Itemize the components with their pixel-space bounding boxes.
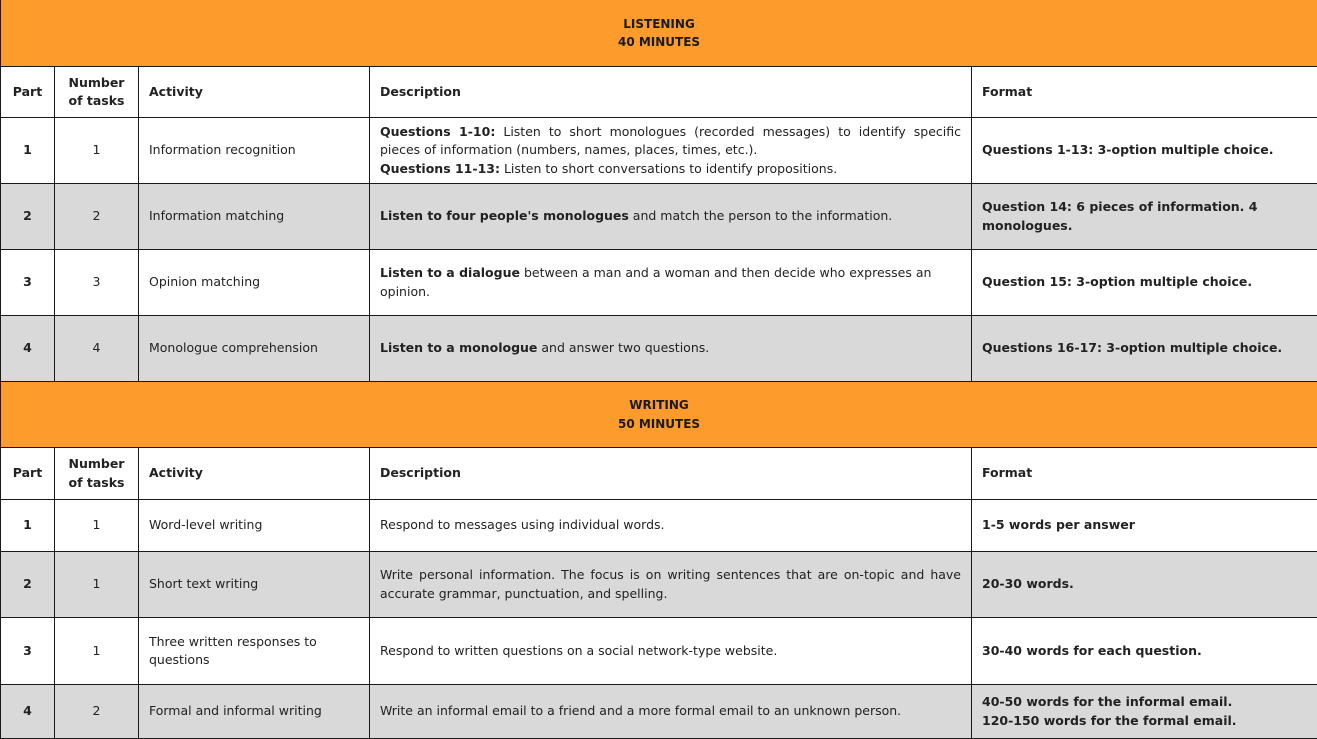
header-part: Part — [1, 448, 55, 500]
section-title: LISTENING — [11, 15, 1307, 34]
header-description: Description — [370, 67, 972, 118]
part-number: 3 — [1, 250, 55, 316]
task-count: 2 — [55, 184, 139, 250]
column-header-row — [1, 448, 1317, 500]
activity-name: Information matching — [139, 184, 370, 250]
activity-description: Listen to a monologue and answer two questions. — [370, 316, 972, 382]
activity-description: Write personal information. The focus is on writing sentences that are on-topic and have accurate grammar, punctuation, and spelling. — [370, 552, 972, 618]
task-count: 1 — [55, 118, 139, 184]
activity-description: Listen to a dialogue between a man and a woman and then decide who expresses an opinion. — [370, 250, 972, 316]
format-text: 1-5 words per answer — [972, 500, 1317, 552]
table-row — [1, 184, 1317, 250]
activity-name: Monologue comprehension — [139, 316, 370, 382]
section-title: WRITING — [11, 396, 1307, 415]
format-text: Questions 16-17: 3-option multiple choice. — [972, 316, 1317, 382]
activity-name: Word-level writing — [139, 500, 370, 552]
activity-description: Respond to messages using individual words. — [370, 500, 972, 552]
activity-name: Information recognition — [139, 118, 370, 184]
table-row — [1, 250, 1317, 316]
activity-description: Questions 1-10: Listen to short monologues (recorded messages) to identify specific pieces of information (numbers, names, places, times, etc.). Questions 11-13: Listen to short conversations to identify propositions. — [370, 118, 972, 184]
column-header-row — [1, 67, 1317, 118]
task-count: 1 — [55, 618, 139, 685]
table-row — [1, 316, 1317, 382]
activity-description: Listen to four people's monologues and match the person to the information. — [370, 184, 972, 250]
header-activity: Activity — [139, 67, 370, 118]
format-text: 40-50 words for the informal email. 120-150 words for the formal email. — [972, 685, 1317, 739]
header-format: Format — [972, 67, 1317, 118]
header-format: Format — [972, 448, 1317, 500]
section-header-writing — [1, 382, 1317, 448]
activity-name: Three written responses to questions — [139, 618, 370, 685]
table-row — [1, 500, 1317, 552]
part-number: 3 — [1, 618, 55, 685]
part-number: 4 — [1, 316, 55, 382]
part-number: 2 — [1, 184, 55, 250]
table-row — [1, 118, 1317, 184]
activity-name: Formal and informal writing — [139, 685, 370, 739]
task-count: 3 — [55, 250, 139, 316]
table-row — [1, 618, 1317, 685]
activity-description: Write an informal email to a friend and a more formal email to an unknown person. — [370, 685, 972, 739]
task-count: 2 — [55, 685, 139, 739]
task-count: 4 — [55, 316, 139, 382]
format-text: 20-30 words. — [972, 552, 1317, 618]
header-number-of-tasks: Number of tasks — [55, 67, 139, 118]
format-text: Questions 1-13: 3-option multiple choice. — [972, 118, 1317, 184]
section-duration: 40 MINUTES — [11, 33, 1307, 52]
part-number: 4 — [1, 685, 55, 739]
activity-name: Opinion matching — [139, 250, 370, 316]
table-row — [1, 552, 1317, 618]
header-description: Description — [370, 448, 972, 500]
section-header-listening — [1, 0, 1317, 67]
header-number-of-tasks: Number of tasks — [55, 448, 139, 500]
header-activity: Activity — [139, 448, 370, 500]
part-number: 1 — [1, 500, 55, 552]
format-text: Question 15: 3-option multiple choice. — [972, 250, 1317, 316]
format-text: 30-40 words for each question. — [972, 618, 1317, 685]
header-part: Part — [1, 67, 55, 118]
table-row — [1, 685, 1317, 739]
task-count: 1 — [55, 552, 139, 618]
section-duration: 50 MINUTES — [11, 415, 1307, 434]
activity-description: Respond to written questions on a social network-type website. — [370, 618, 972, 685]
part-number: 1 — [1, 118, 55, 184]
activity-name: Short text writing — [139, 552, 370, 618]
format-text: Question 14: 6 pieces of information. 4 monologues. — [972, 184, 1317, 250]
task-count: 1 — [55, 500, 139, 552]
part-number: 2 — [1, 552, 55, 618]
